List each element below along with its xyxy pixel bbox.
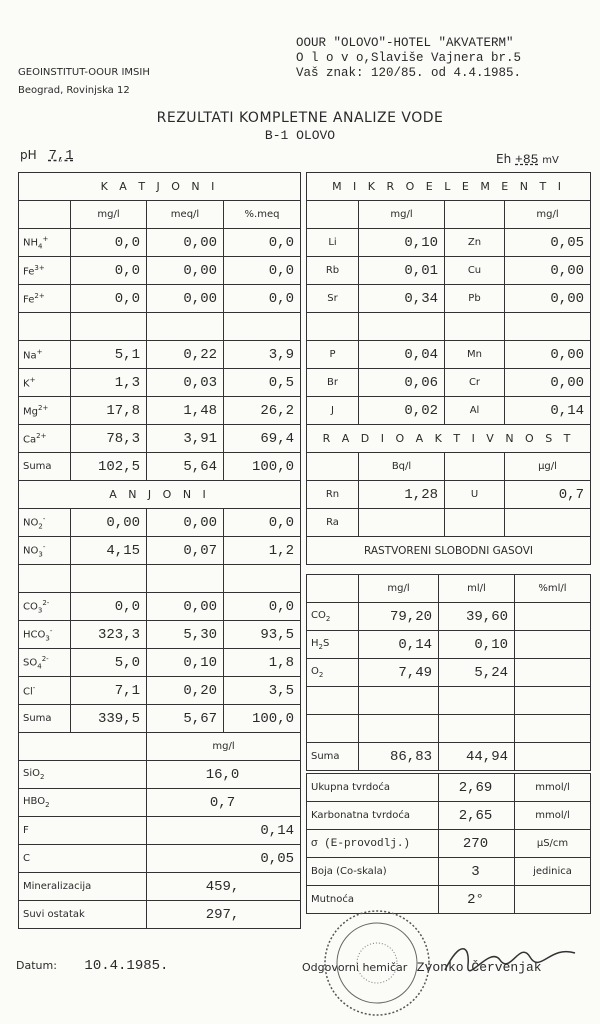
- element-value: 0,00: [505, 341, 591, 369]
- katjoni-title: K A T J O N I: [19, 173, 301, 201]
- table-row: [307, 858, 591, 886]
- gas-unit-mg: mg/l: [359, 575, 439, 603]
- element-value: 0,06: [359, 369, 445, 397]
- cell-meq: 5,30: [147, 621, 224, 649]
- cell-mg: 17,8: [71, 397, 147, 425]
- cell-meq: 0,00: [147, 257, 224, 285]
- cell-pct: 0,0: [224, 257, 301, 285]
- param-label: Mutnoća: [307, 886, 439, 914]
- cell-pct: 1,2: [224, 537, 301, 565]
- table-row: [307, 481, 591, 509]
- table-row: [19, 341, 301, 369]
- date-label: Datum:: [16, 959, 57, 972]
- element-value: 0,34: [359, 285, 445, 313]
- cell-pct: 0,5: [224, 369, 301, 397]
- table-row: [19, 901, 301, 929]
- reference-number: Vaš znak: 120/85. od 4.4.1985.: [296, 66, 522, 80]
- element-label: Pb: [445, 285, 505, 313]
- cell-meq: 0,03: [147, 369, 224, 397]
- hardness-table: [306, 773, 591, 914]
- eh-value: +85: [515, 152, 539, 167]
- gas-unit-ml: ml/l: [439, 575, 515, 603]
- cell-mg: 78,3: [71, 425, 147, 453]
- cell-meq: 0,10: [147, 649, 224, 677]
- cell-meq: 0,07: [147, 537, 224, 565]
- cell-pct: 1,8: [224, 649, 301, 677]
- gas-ml: 44,94: [439, 743, 515, 771]
- param-value: 16,0: [147, 761, 301, 789]
- element-label: Cr: [445, 369, 505, 397]
- element-value: 0,14: [505, 397, 591, 425]
- param-value: 2°: [439, 886, 515, 914]
- cell-meq: 5,64: [147, 453, 224, 481]
- gas-label: $H_2S$: [307, 631, 359, 659]
- table-row: [307, 659, 591, 687]
- element-value: 0,00: [505, 285, 591, 313]
- element-value: 1,28: [359, 481, 445, 509]
- gas-label: $CO_2$: [307, 603, 359, 631]
- signature-icon: [440, 935, 580, 985]
- param-label: σ (E-provodlj.): [307, 830, 439, 858]
- element-label: J: [307, 397, 359, 425]
- param-unit: mmol/l: [515, 774, 591, 802]
- ion-label: $Mg^{2+}$: [19, 397, 71, 425]
- table-row: [307, 830, 591, 858]
- element-value: 0,00: [505, 369, 591, 397]
- cell-mg: 323,3: [71, 621, 147, 649]
- table-row: [19, 285, 301, 313]
- table-row: [19, 369, 301, 397]
- eh-unit: mV: [542, 155, 559, 166]
- cell-mg: 0,0: [71, 229, 147, 257]
- param-unit: jedinica: [515, 858, 591, 886]
- table-row: [19, 537, 301, 565]
- mikroelementi-title: M I K R O E L E M E N T I: [307, 173, 591, 201]
- ion-label: Cl-: [19, 677, 71, 705]
- cell-mg: 5,1: [71, 341, 147, 369]
- table-row: [307, 285, 591, 313]
- table-row: [307, 603, 591, 631]
- param-label: SiO$_2$: [19, 761, 147, 789]
- cell-pct: 0,0: [224, 509, 301, 537]
- table-row: [19, 229, 301, 257]
- param-label: Mineralizacija: [19, 873, 147, 901]
- katjoni-unit-pct: %.meq: [224, 201, 301, 229]
- table-row: [307, 257, 591, 285]
- table-row: [19, 257, 301, 285]
- ion-label: $Fe^{3+}$: [19, 257, 71, 285]
- table-row: [19, 453, 301, 481]
- param-value: 0,7: [147, 789, 301, 817]
- table-row: [19, 397, 301, 425]
- cell-mg: 0,0: [71, 285, 147, 313]
- element-value: 0,7: [505, 481, 591, 509]
- cell-pct: 69,4: [224, 425, 301, 453]
- element-label: U: [445, 481, 505, 509]
- ph-label: pH: [20, 148, 37, 162]
- cell-meq: 3,91: [147, 425, 224, 453]
- eh-field: [496, 152, 559, 167]
- element-label: P: [307, 341, 359, 369]
- param-value: 2,69: [439, 774, 515, 802]
- ion-label: K+: [19, 369, 71, 397]
- cell-mg: 0,0: [71, 257, 147, 285]
- param-value: 270: [439, 830, 515, 858]
- param-unit: μS/cm: [515, 830, 591, 858]
- sum-label: Suma: [19, 705, 71, 733]
- cell-pct: 93,5: [224, 621, 301, 649]
- param-value: 3: [439, 858, 515, 886]
- element-label: Rn: [307, 481, 359, 509]
- table-row: [19, 565, 301, 593]
- table-row: [307, 509, 591, 537]
- element-label: Rb: [307, 257, 359, 285]
- ion-label: $Ca^{2+}$: [19, 425, 71, 453]
- cell-meq: 0,00: [147, 593, 224, 621]
- institute-header: [18, 64, 150, 100]
- element-value: 0,01: [359, 257, 445, 285]
- param-value: 0,14: [147, 817, 301, 845]
- official-stamp-icon: [322, 908, 432, 1018]
- cell-pct: 100,0: [224, 705, 301, 733]
- param-unit: mmol/l: [515, 802, 591, 830]
- eh-label: Eh: [496, 152, 512, 166]
- element-label: Sr: [307, 285, 359, 313]
- cell-mg: 7,1: [71, 677, 147, 705]
- table-row: [307, 369, 591, 397]
- gas-unit-pct: %ml/l: [515, 575, 591, 603]
- gases-table: [306, 574, 591, 771]
- ion-label: Na+: [19, 341, 71, 369]
- ion-label: $CO_3^{2-}$: [19, 593, 71, 621]
- gas-ml: 39,60: [439, 603, 515, 631]
- cell-meq: 0,00: [147, 229, 224, 257]
- date-value: 10.4.1985.: [84, 958, 169, 974]
- institute-address: Beograd, Rovinjska 12: [18, 85, 130, 96]
- gas-mg: 79,20: [359, 603, 439, 631]
- param-label: Suvi ostatak: [19, 901, 147, 929]
- anjoni-title: A N J O N I: [19, 481, 301, 509]
- sum-label: Suma: [307, 743, 359, 771]
- table-row: [307, 313, 591, 341]
- table-row: [19, 509, 301, 537]
- document-title: REZULTATI KOMPLETNE ANALIZE VODE: [156, 110, 444, 126]
- element-value: 0,00: [505, 257, 591, 285]
- element-value: 0,04: [359, 341, 445, 369]
- sample-id: B-1 OLOVO: [264, 128, 336, 143]
- table-row: [19, 649, 301, 677]
- table-row: [307, 743, 591, 771]
- ph-field: [20, 148, 74, 164]
- param-label: $HBO_2$: [19, 789, 147, 817]
- cell-pct: 3,9: [224, 341, 301, 369]
- gas-ml: 0,10: [439, 631, 515, 659]
- element-label: Cu: [445, 257, 505, 285]
- recipient-address: O l o v o,Slaviše Vajnera br.5: [296, 51, 522, 65]
- radio-unit-1: Bq/l: [359, 453, 445, 481]
- chemist-name: Zvonko Červenjak: [416, 960, 542, 975]
- cell-mg: 0,00: [71, 509, 147, 537]
- cell-meq: 0,00: [147, 509, 224, 537]
- ion-label: $NH_4^+$: [19, 229, 71, 257]
- ph-value: 7,1: [48, 148, 74, 164]
- element-value: 0,02: [359, 397, 445, 425]
- param-value: 0,05: [147, 845, 301, 873]
- cell-meq: 5,67: [147, 705, 224, 733]
- element-label: Mn: [445, 341, 505, 369]
- gas-label: $O_2$: [307, 659, 359, 687]
- table-row: [19, 677, 301, 705]
- cell-mg: 5,0: [71, 649, 147, 677]
- gas-mg: 0,14: [359, 631, 439, 659]
- gas-ml: 5,24: [439, 659, 515, 687]
- param-label: C: [19, 845, 147, 873]
- cell-mg: 0,0: [71, 593, 147, 621]
- param-label: F: [19, 817, 147, 845]
- mikro-unit-1: mg/l: [359, 201, 445, 229]
- katjoni-unit-mg: mg/l: [71, 201, 147, 229]
- table-row: [307, 341, 591, 369]
- table-row: [19, 593, 301, 621]
- cell-meq: 1,48: [147, 397, 224, 425]
- cell-mg: 4,15: [71, 537, 147, 565]
- table-row: [307, 229, 591, 257]
- recipient-name: OOUR "OLOVO"-HOTEL "AKVATERM": [296, 36, 514, 50]
- param-label: Boja (Co-skala): [307, 858, 439, 886]
- cell-pct: 26,2: [224, 397, 301, 425]
- element-label: Ra: [307, 509, 359, 537]
- radioaktivnost-title: R A D I O A K T I V N O S T: [307, 425, 591, 453]
- cell-meq: 0,22: [147, 341, 224, 369]
- element-value: 0,05: [505, 229, 591, 257]
- table-row: [19, 817, 301, 845]
- param-value: 2,65: [439, 802, 515, 830]
- table-row: [19, 873, 301, 901]
- sum-label: Suma: [19, 453, 71, 481]
- gas-mg: 7,49: [359, 659, 439, 687]
- recipient-header: [296, 36, 521, 81]
- table-row: [19, 761, 301, 789]
- ion-label: $NO_3^-$: [19, 537, 71, 565]
- other-left-unit: mg/l: [147, 733, 301, 761]
- cell-pct: 100,0: [224, 453, 301, 481]
- param-label: Karbonatna tvrdoća: [307, 802, 439, 830]
- table-row: [307, 687, 591, 715]
- katjoni-unit-meq: meq/l: [147, 201, 224, 229]
- cell-meq: 0,00: [147, 285, 224, 313]
- date-field: [16, 958, 168, 974]
- element-label: Br: [307, 369, 359, 397]
- cell-pct: 3,5: [224, 677, 301, 705]
- table-row: [307, 631, 591, 659]
- gasovi-title: RASTVORENI SLOBODNI GASOVI: [307, 537, 591, 565]
- cell-mg: 102,5: [71, 453, 147, 481]
- gas-mg: 86,83: [359, 743, 439, 771]
- left-table: [18, 172, 301, 929]
- cell-meq: 0,20: [147, 677, 224, 705]
- ion-label: $HCO_3^-$: [19, 621, 71, 649]
- radio-unit-2: μg/l: [505, 453, 591, 481]
- table-row: [307, 397, 591, 425]
- element-label: Li: [307, 229, 359, 257]
- ion-label: $NO_2^-$: [19, 509, 71, 537]
- mikro-unit-2: mg/l: [505, 201, 591, 229]
- table-row: [307, 774, 591, 802]
- param-label: Ukupna tvrdoća: [307, 774, 439, 802]
- table-row: [19, 789, 301, 817]
- table-row: [307, 802, 591, 830]
- cell-pct: 0,0: [224, 285, 301, 313]
- table-row: [19, 705, 301, 733]
- param-value: 459,: [147, 873, 301, 901]
- element-label: Zn: [445, 229, 505, 257]
- table-row: [307, 715, 591, 743]
- chemist-label: Odgovorni hemičar: [302, 961, 408, 974]
- ion-label: $SO_4^{2-}$: [19, 649, 71, 677]
- table-row: [19, 425, 301, 453]
- element-label: Al: [445, 397, 505, 425]
- cell-mg: 1,3: [71, 369, 147, 397]
- cell-pct: 0,0: [224, 593, 301, 621]
- table-row: [19, 621, 301, 649]
- cell-mg: 339,5: [71, 705, 147, 733]
- cell-pct: 0,0: [224, 229, 301, 257]
- table-row: [19, 313, 301, 341]
- table-row: [19, 845, 301, 873]
- param-value: 297,: [147, 901, 301, 929]
- right-table: [306, 172, 591, 565]
- institute-name: GEOINSTITUT-OOUR IMSIH: [18, 67, 150, 78]
- element-value: 0,10: [359, 229, 445, 257]
- ion-label: $Fe^{2+}$: [19, 285, 71, 313]
